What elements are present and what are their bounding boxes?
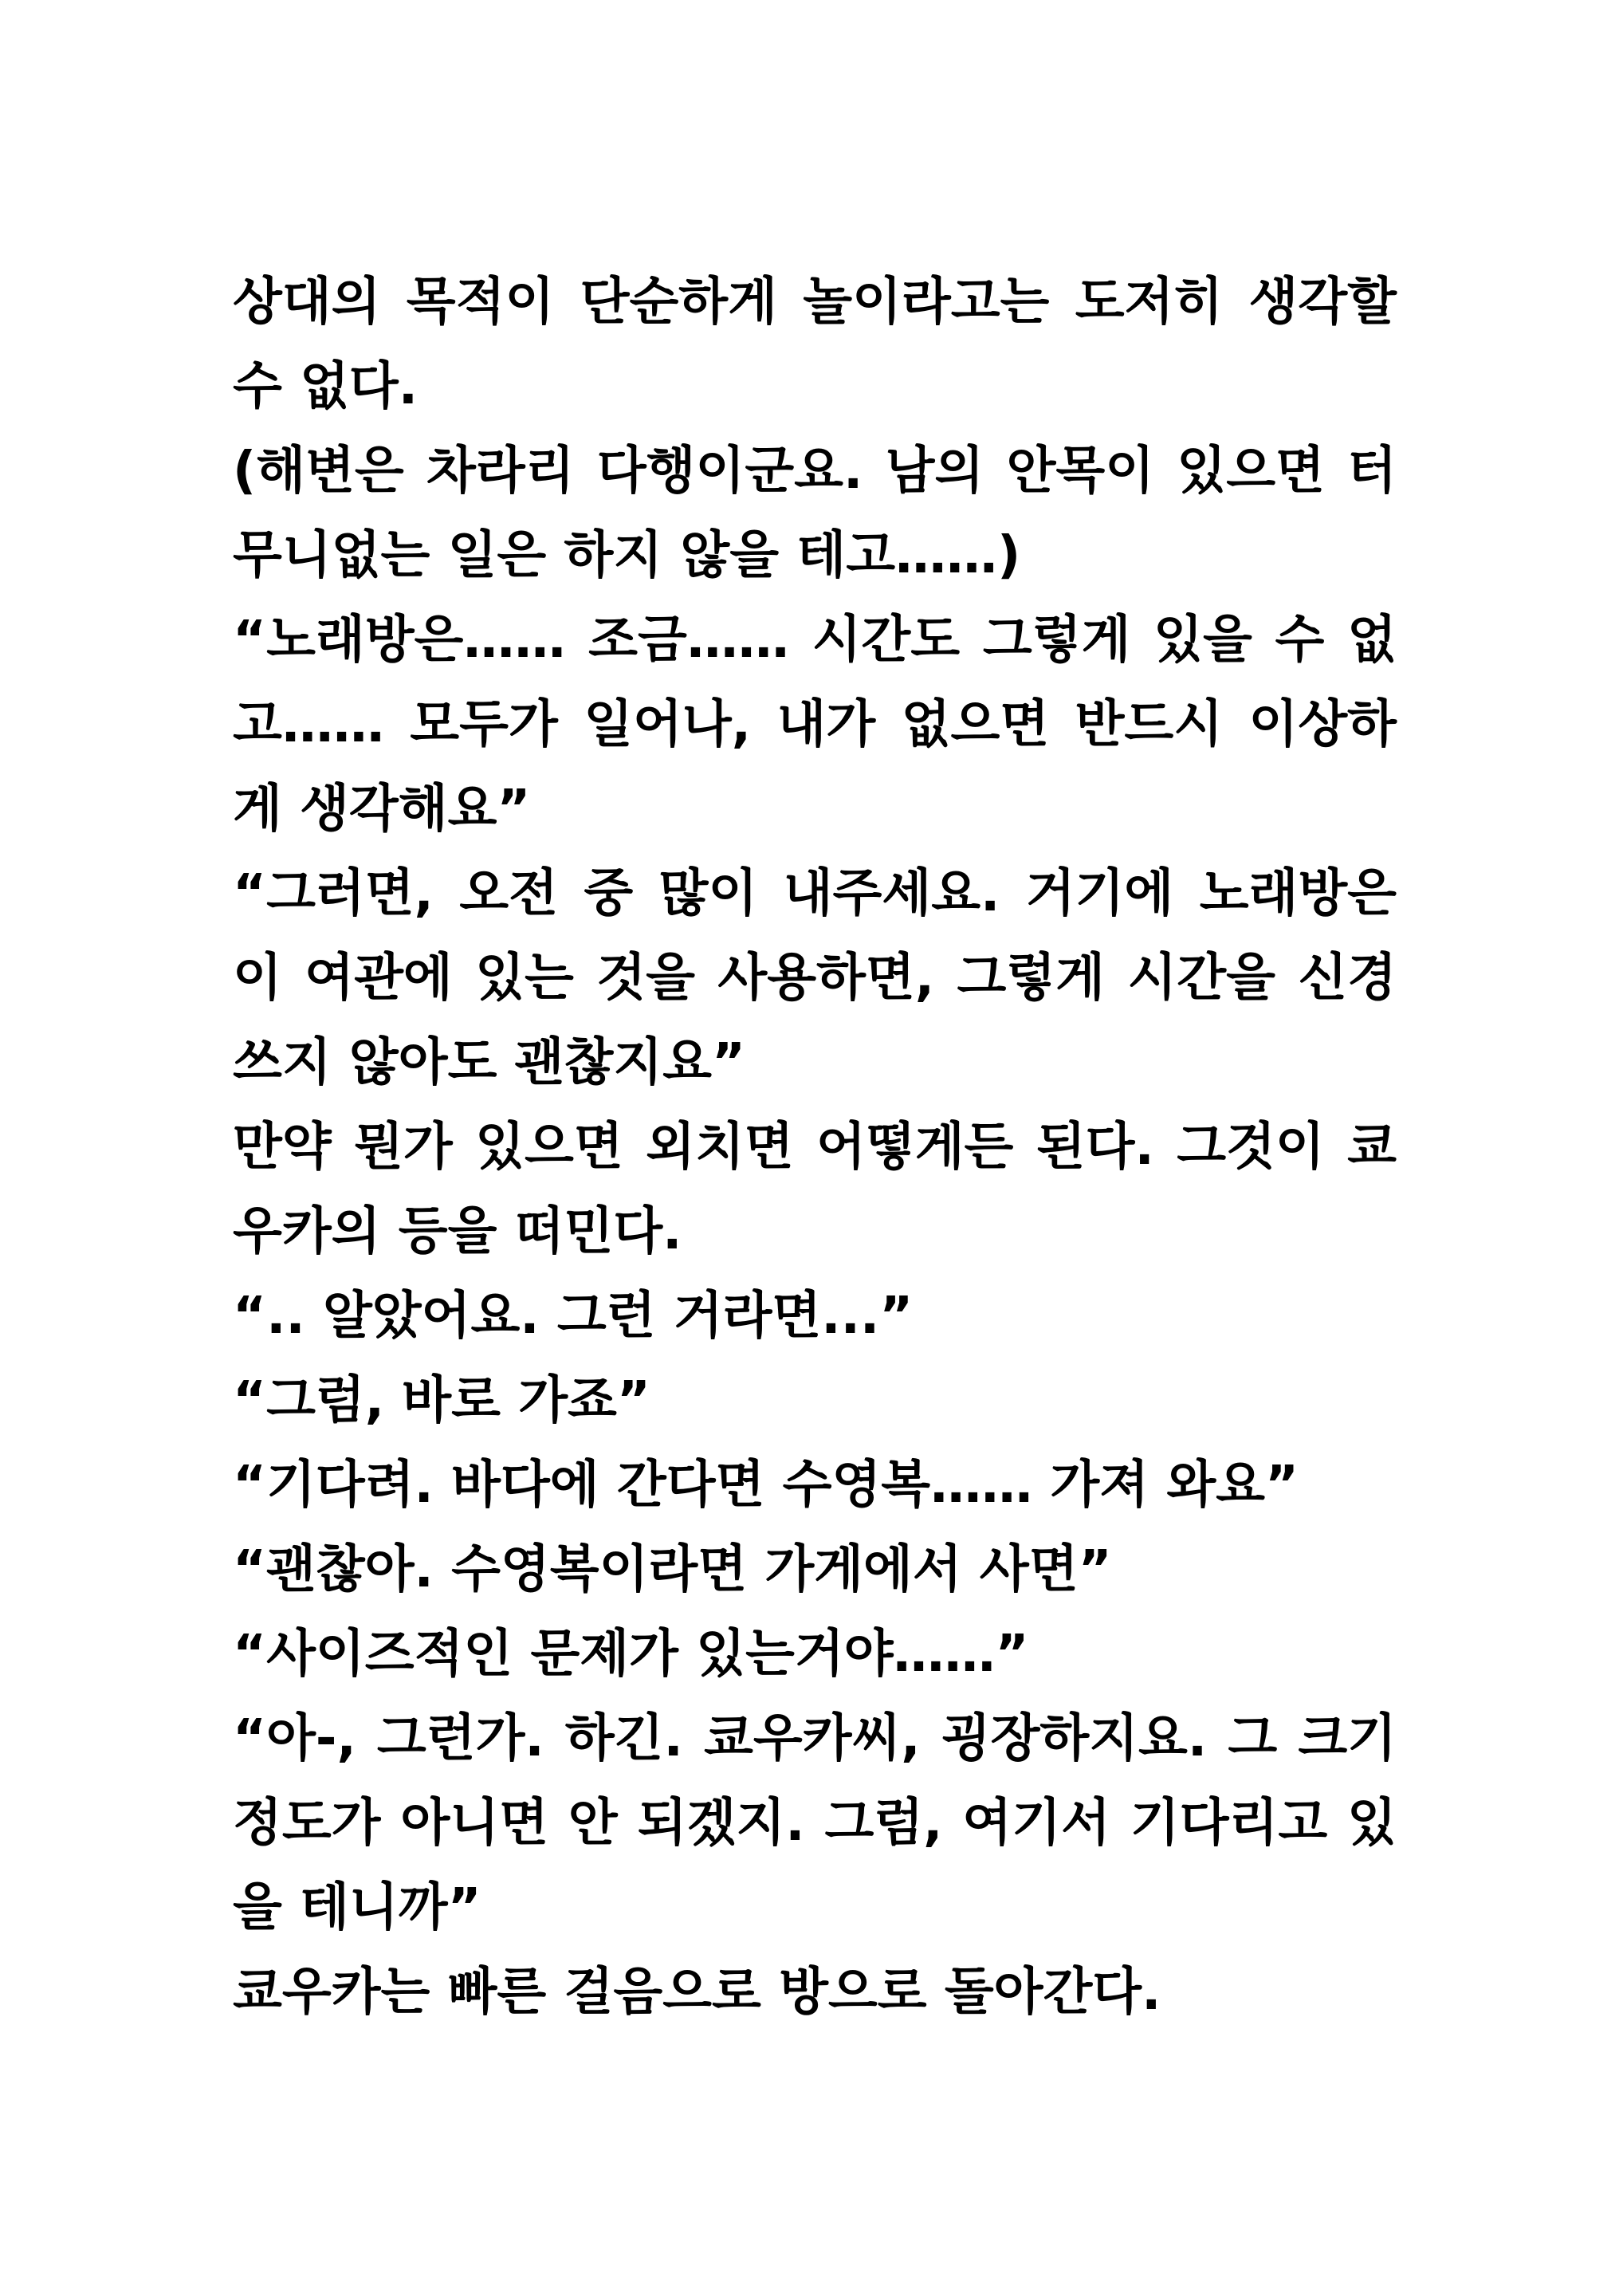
text-line: 무니없는 일은 하지 않을 테고……) [233,526,1021,585]
text-line: “사이즈적인 문제가 있는거야……” [233,1625,1029,1684]
text-line: 쿄우카는 빠른 걸음으로 방으로 돌아간다. [233,1963,1161,2022]
text-line: 이 여관에 있는 것을 사용하면, 그렇게 시간을 신경 [233,949,1397,1008]
text-line: “노래방은…… 조금…… 시간도 그렇게 있을 수 없 [233,611,1397,670]
text-line: “그러면, 오전 중 많이 내주세요. 거기에 노래방은 [233,864,1397,923]
text-line: (해변은 차라리 다행이군요. 남의 안목이 있으면 터 [233,442,1397,501]
text-line: “기다려. 바다에 간다면 수영복…… 가져 와요” [233,1456,1299,1515]
text-line: “그럼, 바로 가죠” [233,1371,650,1430]
text-line: 정도가 아니면 안 되겠지. 그럼, 여기서 기다리고 있 [233,1794,1397,1853]
body-text [233,260,1397,2035]
text-line: “괜찮아. 수영복이라면 가게에서 사면” [233,1540,1112,1599]
text-line: “아-, 그런가. 하긴. 쿄우카씨, 굉장하지요. 그 크기 [233,1709,1397,1768]
text-line: 우카의 등을 떠민다. [233,1202,682,1261]
text-line: 게 생각해요” [233,780,531,839]
text-line: 쓰지 않아도 괜찮지요” [233,1033,746,1092]
text-line: 만약 뭔가 있으면 외치면 어떻게든 된다. 그것이 쿄 [233,1118,1397,1177]
text-line: 고…… 모두가 일어나, 내가 없으면 반드시 이상하 [233,695,1397,754]
text-line: “.. 알았어요. 그런 거라면...” [233,1287,914,1346]
text-line: 을 테니까” [233,1878,481,1937]
text-line: 상대의 목적이 단순하게 놀이라고는 도저히 생각할 [233,273,1397,332]
text-line: 수 없다. [233,357,419,416]
